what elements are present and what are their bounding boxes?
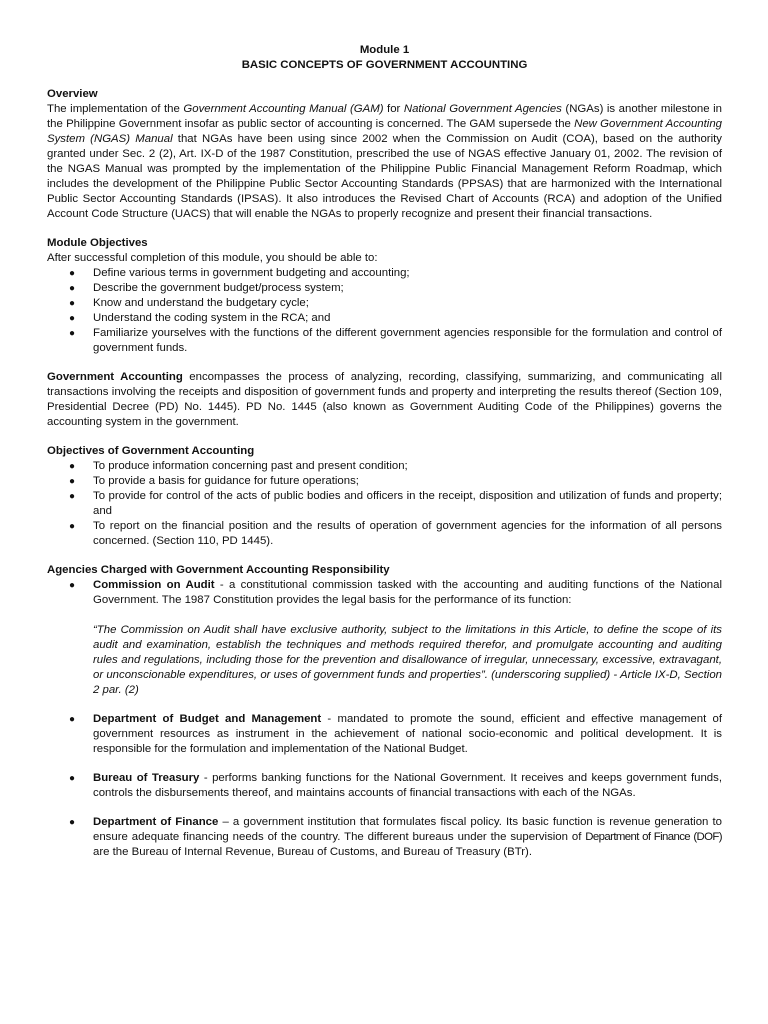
- bullet-icon: ●: [69, 773, 76, 784]
- bullet-icon: ●: [69, 328, 76, 339]
- title-block: [47, 43, 722, 73]
- module-number: Module 1: [359, 44, 410, 56]
- agency-description: - a constitutional commission tasked with the accounting and auditing functions of the National Government. The 1987 Constitution provides the legal basis for the performance of its function:: [93, 579, 723, 606]
- agency-name: Commission on Audit: [93, 579, 215, 591]
- overview-text-1: The implementation of the: [47, 103, 184, 115]
- bullet-icon: ●: [69, 491, 76, 502]
- bullet-icon: ●: [69, 714, 76, 725]
- overview-section: [47, 87, 722, 222]
- agency-name: Department of Finance: [93, 816, 219, 828]
- nga-term: National Government Agencies: [403, 103, 562, 115]
- government-objectives-section: [47, 444, 722, 549]
- government-accounting-text: encompasses the process of analyzing, recording, classifying, summarizing, and communicating all transactions involving the receipts and disposition of government funds and property and interpreting the results thereof (Section 109, Presidential Decree (PD) No. 1445). PD No. 1445 (also known as Government Auditing Code of the Philippines) governs the accounting system in the government.: [47, 371, 722, 428]
- agency-dbm: [47, 712, 722, 757]
- agency-btr: [47, 771, 722, 801]
- list-item-text: Know and understand the budgetary cycle;: [93, 297, 309, 309]
- bullet-icon: ●: [69, 817, 76, 828]
- dof-abbreviation: Department of Finance (DOF): [585, 831, 722, 843]
- list-item: [47, 489, 722, 519]
- bullet-icon: ●: [69, 283, 76, 294]
- list-item-text: To report on the financial position and the results of operation of government agencies for the information of all persons concerned. (Section 110, PD 1445).: [93, 520, 722, 547]
- list-item: [47, 311, 722, 326]
- module-objectives-section: [47, 236, 722, 356]
- list-item: [47, 281, 722, 296]
- list-item: [47, 474, 722, 489]
- government-accounting-section: [47, 370, 722, 430]
- agency-name: Department of Budget and Management: [93, 713, 322, 725]
- bullet-icon: ●: [69, 580, 76, 591]
- module-objectives-intro: After successful completion of this module, you should be able to:: [47, 252, 378, 264]
- overview-text-2: for: [383, 103, 404, 115]
- list-item: [47, 266, 722, 281]
- overview-paragraph: [47, 102, 722, 222]
- bullet-icon: ●: [69, 298, 76, 309]
- overview-heading: Overview: [47, 88, 98, 100]
- government-objectives-heading: Objectives of Government Accounting: [47, 445, 255, 457]
- government-objectives-list: [47, 459, 722, 549]
- bullet-icon: ●: [69, 268, 76, 279]
- list-item-text: Familiarize yourselves with the functions of the different government agencies responsible for the formulation and control of government funds.: [93, 327, 722, 354]
- overview-text-3: (NGAs) is another milestone in the Philippine Government insofar as public sector of accounting is concerned. The GAM supersede the: [47, 103, 722, 130]
- agencies-section: [47, 563, 722, 860]
- agency-description: - mandated to promote the sound, efficient and effective management of government resources as instrument in the achievement of national socio-economic and political development. It is responsible for the formulation and implementation of the National Budget.: [93, 713, 722, 755]
- bullet-icon: ●: [69, 313, 76, 324]
- list-item: [47, 296, 722, 311]
- list-item-text: Understand the coding system in the RCA; and: [93, 312, 331, 324]
- gam-term: Government Accounting Manual (GAM): [183, 103, 384, 115]
- list-item-text: To produce information concerning past and present condition;: [93, 460, 408, 472]
- government-accounting-paragraph: [47, 370, 722, 430]
- agency-dof: [47, 815, 722, 860]
- agency-description-end: are the Bureau of Internal Revenue, Bureau of Customs, and Bureau of Treasury (BTr).: [93, 846, 532, 858]
- agency-description: – a government institution that formulates fiscal policy. Its basic function is revenue generation to ensure adequate financing needs of the country. The different bureaus under the supervision of: [93, 816, 722, 843]
- list-item-text: To provide a basis for guidance for future operations;: [93, 475, 359, 487]
- list-item: [47, 519, 722, 549]
- agency-description: - performs banking functions for the National Government. It receives and keeps government funds, controls the disbursements thereof, and maintains accounts of financial transactions with each of the NGAs.: [93, 772, 722, 799]
- list-item-text: Describe the government budget/process system;: [93, 282, 344, 294]
- list-item-text: To provide for control of the acts of public bodies and officers in the receipt, disposition and utilization of funds and property; and: [93, 490, 722, 517]
- bullet-icon: ●: [69, 521, 76, 532]
- agency-name: Bureau of Treasury: [93, 772, 200, 784]
- list-item: [47, 459, 722, 474]
- constitution-quote: “The Commission on Audit shall have exclusive authority, subject to the limitations in this Article, to define the scope of its audit and examination, establish the techniques and methods required therefor, and promulgate accounting and auditing rules and regulations, including those for the prevention and disallowance of irregular, unnecessary, excessive, extravagant, or unconscionable expenditures, or uses of government funds and properties”. (underscoring supplied) - Article IX-D, Section 2 par. (2): [93, 624, 722, 696]
- bullet-icon: ●: [69, 461, 76, 472]
- module-objectives-list: [47, 266, 722, 356]
- list-item-text: Define various terms in government budgeting and accounting;: [93, 267, 410, 279]
- ngas-term: New Government Accounting System (NGAS) Manual: [47, 118, 722, 145]
- module-title: BASIC CONCEPTS OF GOVERNMENT ACCOUNTING: [241, 59, 528, 71]
- module-objectives-heading: Module Objectives: [47, 237, 148, 249]
- overview-text-4: that NGAs have been using since 2002 when the Commission on Audit (COA), based on the authority granted under Sec. 2 (2), Art. IX-D of the 1987 Constitution, prescribed the use of NGAS effective January 01, 2002. The revision of the NGAS Manual was prompted by the implementation of the Philippine Public Financial Management Reform Roadmap, which includes the development of the Philippine Public Sector Accounting Standards (PPSAS) that are harmonized with the International Public Sector Accounting Standards (IPSAS). It also introduces the Revised Chart of Accounts (RCA) and adoption of the Unified Account Code Structure (UACS) that will enable the NGAs to properly recognize and present their financial transactions.: [47, 133, 722, 220]
- bullet-icon: ●: [69, 476, 76, 487]
- agencies-heading: Agencies Charged with Government Accounting Responsibility: [47, 564, 390, 576]
- government-accounting-term: Government Accounting: [47, 371, 183, 383]
- list-item: [47, 326, 722, 356]
- agency-coa: [47, 578, 722, 698]
- agencies-list: [47, 578, 722, 860]
